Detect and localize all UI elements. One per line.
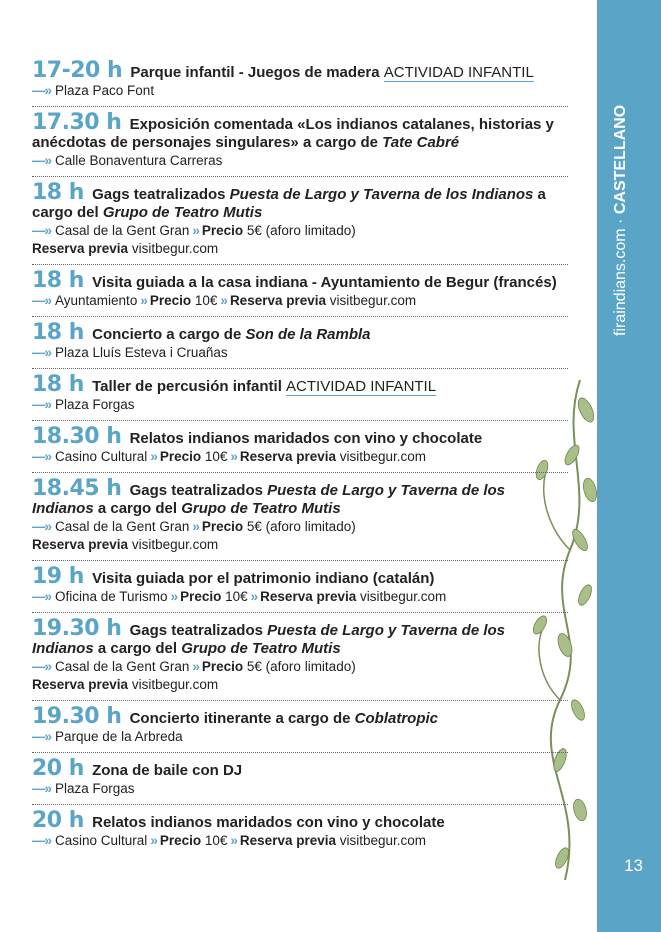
event-entry — [32, 110, 568, 177]
event-time: 18 h — [32, 268, 84, 293]
booking-line — [32, 676, 568, 694]
price-label: Precio — [180, 589, 222, 604]
separator-dot: · — [612, 218, 629, 224]
event-title — [32, 704, 568, 729]
event-title-part: Relatos indianos maridados con vino y chocolate — [92, 814, 445, 831]
event-price: 10€ — [225, 589, 248, 604]
event-details — [32, 396, 568, 414]
event-title-part: Coblatropic — [354, 710, 438, 727]
event-title-part: Grupo de Teatro Mutis — [102, 204, 263, 221]
event-title — [32, 808, 568, 833]
event-entry — [32, 756, 568, 805]
event-details — [32, 222, 568, 240]
event-entry — [32, 564, 568, 613]
arrow-icon: —» — [32, 83, 52, 98]
event-title-part: Puesta de Largo y Taverna de los Indianos — [229, 186, 534, 203]
event-title — [32, 110, 568, 152]
event-title-part: Zona de baile con DJ — [92, 762, 243, 779]
event-title — [32, 268, 568, 293]
separator-icon: » — [230, 833, 237, 848]
site-url[interactable]: firaindians.com — [612, 228, 629, 336]
event-title-part: Gags teatralizados — [129, 622, 268, 639]
event-price: 10€ — [194, 293, 218, 308]
arrow-icon: —» — [32, 659, 52, 674]
event-entry — [32, 476, 568, 561]
event-entry — [32, 180, 568, 265]
event-place: Casal de la Gent Gran — [55, 223, 190, 238]
price-label: Precio — [149, 293, 192, 308]
event-price: 5€ (aforo limitado) — [246, 519, 356, 534]
event-place: Plaza Paco Font — [55, 83, 155, 98]
event-details — [32, 658, 568, 676]
event-title — [32, 424, 568, 449]
booking-line — [32, 240, 568, 258]
booking-label: Reserva previa — [239, 833, 336, 848]
price-label: Precio — [201, 659, 244, 674]
event-title — [32, 58, 568, 83]
event-details — [32, 780, 568, 798]
event-time: 19.30 h — [32, 704, 122, 729]
event-entry — [32, 58, 568, 107]
arrow-icon: —» — [32, 729, 52, 744]
event-details — [32, 292, 568, 310]
event-details — [32, 344, 568, 362]
page-number: 13 — [624, 856, 643, 875]
booking-label: Reserva previa — [239, 449, 336, 464]
event-price: 5€ (aforo limitado) — [246, 223, 356, 238]
sidebar-title — [609, 66, 633, 336]
language-label: CASTELLANO — [612, 104, 629, 215]
event-place: Plaza Forgas — [55, 781, 135, 796]
separator-icon: » — [192, 659, 199, 674]
arrow-icon: —» — [32, 833, 52, 848]
event-entry — [32, 616, 568, 701]
event-time: 18 h — [32, 372, 84, 397]
activity-tag: ACTIVIDAD INFANTIL — [286, 378, 437, 395]
event-place: Parque de la Arbreda — [55, 729, 183, 744]
event-title — [32, 372, 568, 397]
event-entry — [32, 268, 568, 317]
event-title — [32, 616, 568, 658]
event-entry — [32, 808, 568, 856]
event-title-part: Visita guiada a la casa indiana - Ayuntamiento de Begur (francés) — [92, 274, 557, 291]
event-place: Plaza Lluís Esteva i Cruañas — [55, 345, 228, 360]
booking-link[interactable]: visitbegur.com — [131, 537, 219, 552]
arrow-icon: —» — [32, 781, 52, 796]
event-title-part: a cargo del — [93, 500, 182, 517]
arrow-icon: —» — [32, 397, 52, 412]
booking-label: Reserva previa — [32, 677, 129, 692]
event-place: Casino Cultural — [55, 449, 148, 464]
price-label: Precio — [159, 449, 202, 464]
event-title — [32, 320, 568, 345]
event-title-part: Concierto a cargo de — [92, 326, 246, 343]
event-title-part: a cargo del — [93, 640, 182, 657]
program-list — [32, 58, 568, 863]
event-entry — [32, 704, 568, 753]
event-title — [32, 564, 568, 589]
booking-link[interactable]: visitbegur.com — [329, 293, 417, 308]
arrow-icon: —» — [32, 153, 52, 168]
event-time: 19 h — [32, 564, 84, 589]
booking-link[interactable]: visitbegur.com — [131, 677, 219, 692]
event-place: Casal de la Gent Gran — [55, 519, 190, 534]
booking-link[interactable]: visitbegur.com — [131, 241, 219, 256]
arrow-icon: —» — [32, 345, 52, 360]
event-title-part: Tate Cabré — [382, 134, 460, 151]
event-title-part: Taller de percusión infantil — [92, 378, 282, 395]
booking-link[interactable]: visitbegur.com — [339, 833, 427, 848]
booking-link[interactable]: visitbegur.com — [360, 589, 447, 604]
separator-icon: » — [250, 589, 258, 604]
event-time: 18.30 h — [32, 424, 122, 449]
event-time: 18 h — [32, 320, 84, 345]
separator-icon: » — [230, 449, 237, 464]
event-details — [32, 588, 568, 606]
separator-icon: » — [220, 293, 227, 308]
event-title — [32, 476, 568, 518]
event-title — [32, 180, 568, 222]
separator-icon: » — [170, 589, 178, 604]
booking-label: Reserva previa — [32, 241, 129, 256]
event-entry — [32, 372, 568, 421]
arrow-icon: —» — [32, 293, 52, 308]
event-time: 18.45 h — [32, 476, 122, 501]
event-details — [32, 82, 568, 100]
event-place: Casal de la Gent Gran — [55, 659, 190, 674]
event-title-part: Relatos indianos maridados con vino y chocolate — [129, 430, 483, 447]
booking-link[interactable]: visitbegur.com — [339, 449, 427, 464]
separator-icon: » — [150, 833, 157, 848]
event-title-part: Parque infantil - Juegos de madera — [130, 64, 380, 81]
price-label: Precio — [201, 223, 244, 238]
arrow-icon: —» — [32, 589, 52, 604]
event-place: Ayuntamiento — [55, 293, 138, 308]
event-title-part: Puesta de Largo y Taverna de los Indianos — [32, 622, 506, 657]
event-title-part: Son de la Rambla — [245, 326, 371, 343]
arrow-icon: —» — [32, 223, 52, 238]
arrow-icon: —» — [32, 449, 52, 464]
event-entry — [32, 320, 568, 369]
event-price: 10€ — [204, 833, 228, 848]
separator-icon: » — [140, 293, 147, 308]
event-title-part: Grupo de Teatro Mutis — [181, 500, 341, 517]
event-title-part: Puesta de Largo y Taverna de los Indianos — [32, 482, 506, 517]
event-title — [32, 756, 568, 781]
event-details — [32, 448, 568, 466]
event-time: 20 h — [32, 808, 84, 833]
event-entry — [32, 424, 568, 473]
event-place: Casino Cultural — [55, 833, 148, 848]
sidebar — [597, 0, 661, 932]
event-title-part: Concierto itinerante a cargo de — [129, 710, 355, 727]
event-place: Calle Bonaventura Carreras — [55, 153, 223, 168]
event-title-part: Exposición comentada «Los indianos catalanes, historias y anécdotas de personajes singulares» a cargo de — [32, 116, 554, 151]
separator-icon: » — [192, 519, 199, 534]
booking-line — [32, 536, 568, 554]
event-title-part: Visita guiada por el patrimonio indiano (catalán) — [92, 570, 435, 587]
event-title-part: a cargo del — [32, 186, 546, 221]
event-time: 20 h — [32, 756, 84, 781]
event-title-part: Gags teatralizados — [92, 186, 230, 203]
price-label: Precio — [159, 833, 202, 848]
event-details — [32, 152, 568, 170]
event-place: Plaza Forgas — [55, 397, 135, 412]
event-price: 10€ — [204, 449, 228, 464]
event-details — [32, 832, 568, 850]
price-label: Precio — [201, 519, 244, 534]
event-time: 17-20 h — [32, 58, 123, 83]
event-title-part: Grupo de Teatro Mutis — [181, 640, 341, 657]
separator-icon: » — [192, 223, 199, 238]
booking-label: Reserva previa — [260, 589, 357, 604]
event-title-part: Gags teatralizados — [129, 482, 268, 499]
activity-tag: ACTIVIDAD INFANTIL — [383, 64, 534, 81]
event-price: 5€ (aforo limitado) — [246, 659, 356, 674]
arrow-icon: —» — [32, 519, 52, 534]
event-details — [32, 518, 568, 536]
event-place: Oficina de Turismo — [55, 589, 168, 604]
separator-icon: » — [150, 449, 157, 464]
event-time: 18 h — [32, 180, 84, 205]
event-details — [32, 728, 568, 746]
booking-label: Reserva previa — [32, 537, 129, 552]
booking-label: Reserva previa — [229, 293, 327, 308]
event-time: 17.30 h — [32, 110, 122, 135]
event-time: 19.30 h — [32, 616, 122, 641]
